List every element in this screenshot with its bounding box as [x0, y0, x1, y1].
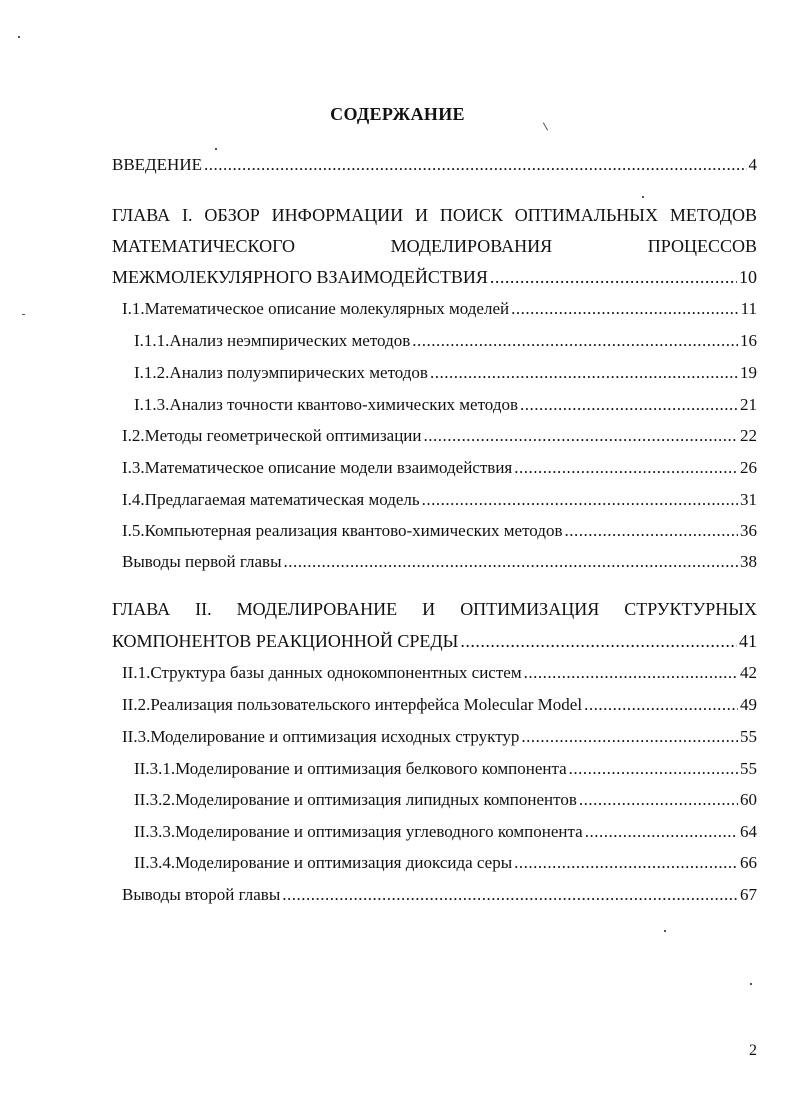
leader-dots: [585, 821, 738, 843]
toc-entry-number: I.1.3.: [134, 395, 170, 414]
toc-page-number: 42: [740, 663, 757, 682]
leader-dots: [490, 266, 737, 288]
toc-entry-label: Компьютерная реализация квантово-химических методов: [144, 521, 563, 540]
toc-entry-2-3-1: [134, 758, 757, 780]
leader-dots: [422, 489, 738, 511]
toc-entry-number: II.3.1.: [134, 759, 176, 778]
toc-entry-number: II.3.4.: [134, 853, 176, 872]
toc-page-number: 26: [740, 458, 757, 477]
toc-entry-1-1-1: [134, 330, 757, 352]
scan-speck: [215, 148, 217, 150]
scan-speck: [664, 930, 666, 932]
leader-dots: [511, 298, 739, 320]
toc-entry-2-1: [122, 662, 757, 684]
leader-dots: [424, 425, 739, 447]
leader-dots: [204, 154, 747, 176]
chapter-1-heading-line-2: МАТЕМАТИЧЕСКОГО МОДЕЛИРОВАНИЯ ПРОЦЕССОВ: [112, 236, 757, 256]
toc-entry-label: Выводы первой главы: [122, 552, 282, 571]
toc-entry-number: I.4.: [122, 490, 145, 509]
toc-entry-label: Анализ точности квантово-химических методов: [169, 395, 518, 414]
toc-entry-number: II.3.3.: [134, 822, 176, 841]
leader-dots: [514, 852, 738, 874]
toc-entry-label: Моделирование и оптимизация исходных структур: [150, 727, 520, 746]
scan-speck: [22, 314, 25, 315]
toc-page-number: 41: [739, 631, 757, 651]
toc-page-number: 67: [740, 885, 757, 904]
chapter-1-heading-line-1: ГЛАВА I. ОБЗОР ИНФОРМАЦИИ И ПОИСК ОПТИМАЛЬНЫХ МЕТОДОВ: [112, 205, 757, 225]
leader-dots: [430, 362, 738, 384]
toc-page-number: 10: [739, 267, 757, 287]
chapter-2-heading-line-1: ГЛАВА II. МОДЕЛИРОВАНИЕ И ОПТИМИЗАЦИЯ СТРУКТУРНЫХ: [112, 599, 757, 619]
toc-entry-number: II.3.2.: [134, 790, 176, 809]
scan-speck: [18, 36, 20, 38]
toc-entry-2-3-2: [134, 789, 757, 811]
toc-entry-1-5: [122, 520, 757, 542]
toc-entry-label: Реализация пользовательского интерфейса Molecular Model: [150, 695, 583, 714]
page-number: 2: [749, 1042, 757, 1059]
toc-entry-label: КОМПОНЕНТОВ РЕАКЦИОННОЙ СРЕДЫ: [112, 631, 459, 651]
toc-entry-label: Анализ неэмпирических методов: [169, 331, 411, 350]
toc-page-number: 55: [740, 759, 757, 778]
toc-page-number: 38: [740, 552, 757, 571]
toc-entry-label: Моделирование и оптимизация липидных компонентов: [175, 790, 577, 809]
toc-entry-label: Структура базы данных однокомпонентных систем: [150, 663, 522, 682]
toc-entry-number: I.1.2.: [134, 363, 170, 382]
toc-entry-number: II.2.: [122, 695, 151, 714]
leader-dots: [584, 694, 738, 716]
leader-dots: [460, 630, 737, 652]
toc-entry-label: Математическое описание модели взаимодействия: [144, 458, 513, 477]
toc-page-number: 31: [740, 490, 757, 509]
leader-dots: [284, 551, 739, 573]
toc-entry-number: II.3.: [122, 727, 151, 746]
toc-page-number: 49: [740, 695, 757, 714]
toc-entry-label: Предлагаемая математическая модель: [144, 490, 420, 509]
toc-entry-1-2: [122, 425, 757, 447]
toc-page-number: 4: [748, 155, 757, 174]
toc-page-number: 16: [740, 331, 757, 350]
leader-dots: [569, 758, 738, 780]
scan-speck: [750, 983, 752, 985]
toc-page-number: 36: [740, 521, 757, 540]
toc-page-number: 55: [740, 727, 757, 746]
toc-entry-1-1-3: [134, 394, 757, 416]
toc-entry-1-3: [122, 457, 757, 479]
toc-entry-chapter-1-conclusion: [122, 551, 757, 573]
leader-dots: [524, 662, 738, 684]
chapter-2-heading-line-2: [112, 630, 757, 652]
toc-page-number: 19: [740, 363, 757, 382]
toc-entry-label: ВВЕДЕНИЕ: [112, 155, 202, 174]
toc-entry-label: Моделирование и оптимизация углеводного компонента: [175, 822, 583, 841]
toc-entry-label: Моделирование и оптимизация белкового компонента: [175, 759, 567, 778]
toc-entry-label: Моделирование и оптимизация диоксида серы: [175, 853, 513, 872]
leader-dots: [579, 789, 738, 811]
toc-entry-label: Выводы второй главы: [122, 885, 281, 904]
toc-page-number: 66: [740, 853, 757, 872]
toc-entry-label: Анализ полуэмпирических методов: [169, 363, 428, 382]
toc-entry-label: МЕЖМОЛЕКУЛЯРНОГО ВЗАИМОДЕЙСТВИЯ: [112, 267, 488, 287]
toc-entry-1-4: [122, 489, 757, 511]
leader-dots: [412, 330, 738, 352]
toc-entry-number: I.1.: [122, 299, 145, 318]
leader-dots: [564, 520, 738, 542]
toc-entry-number: I.3.: [122, 458, 145, 477]
toc-entry-label: Математическое описание молекулярных моделей: [144, 299, 510, 318]
chapter-1-heading-line-3: [112, 266, 757, 288]
toc-entry-1-1-2: [134, 362, 757, 384]
toc-entry-number: I.2.: [122, 426, 145, 445]
toc-page-number: 64: [740, 822, 757, 841]
toc-entry-2-2: [122, 694, 757, 716]
toc-entry-2-3: [122, 726, 757, 748]
leader-dots: [514, 457, 738, 479]
scan-speck: [642, 196, 644, 198]
toc-entry-chapter-2-conclusion: [122, 884, 757, 906]
toc-entry-2-3-4: [134, 852, 757, 874]
toc-entry-intro: [112, 154, 757, 176]
page-title: СОДЕРЖАНИЕ: [330, 104, 465, 124]
toc-entry-number: I.1.1.: [134, 331, 170, 350]
toc-entry-number: I.5.: [122, 521, 145, 540]
leader-dots: [282, 884, 738, 906]
toc-entry-2-3-3: [134, 821, 757, 843]
toc-page-number: 60: [740, 790, 757, 809]
leader-dots: [521, 726, 738, 748]
toc-entry-1-1: [122, 298, 757, 320]
toc-page-number: 11: [740, 299, 757, 318]
toc-entry-number: II.1.: [122, 663, 151, 682]
toc-entry-label: Методы геометрической оптимизации: [144, 426, 422, 445]
toc-page-number: 22: [740, 426, 757, 445]
leader-dots: [520, 394, 738, 416]
toc-page-number: 21: [740, 395, 757, 414]
